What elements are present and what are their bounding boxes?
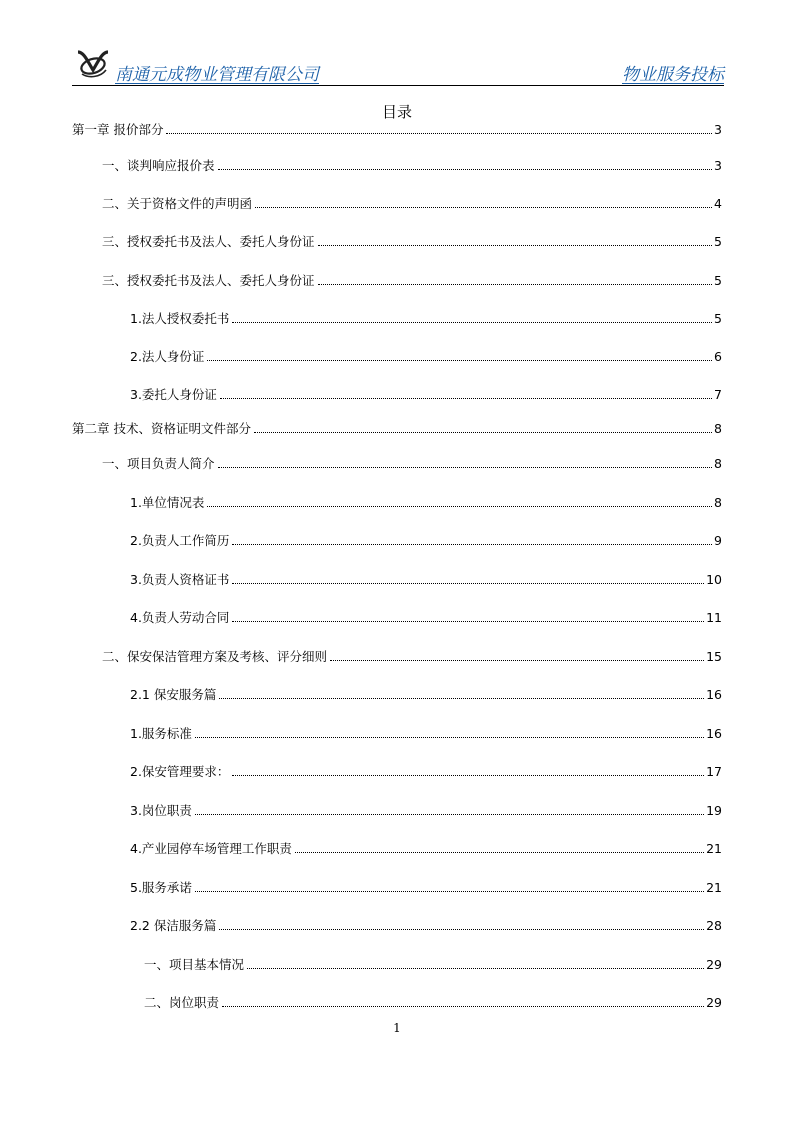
toc-entry[interactable] — [102, 271, 722, 289]
toc-leader-dots — [220, 398, 712, 399]
toc-entry-label: 1.单位情况表 — [130, 495, 205, 510]
toc-leader-dots — [219, 698, 704, 699]
toc-leader-dots — [232, 322, 712, 323]
toc-entry-label: 4.负责人劳动合同 — [130, 610, 230, 625]
toc-entry[interactable] — [72, 120, 722, 138]
toc-entry-label: 二、关于资格文件的声明函 — [102, 196, 253, 211]
toc-leader-dots — [219, 929, 704, 930]
toc-leader-dots — [232, 544, 712, 545]
toc-entry[interactable] — [144, 955, 722, 973]
toc-entry[interactable] — [102, 454, 722, 472]
toc-entry[interactable] — [144, 993, 722, 1011]
toc-entry[interactable] — [130, 385, 722, 403]
page-number: 1 — [393, 1021, 401, 1035]
toc-leader-dots — [195, 891, 704, 892]
toc-leader-dots — [166, 133, 712, 134]
toc-entry-page: 8 — [714, 495, 722, 510]
toc-entry-page: 15 — [706, 649, 722, 664]
toc-entry[interactable] — [130, 839, 722, 857]
header-rule — [72, 85, 724, 86]
toc-entry-label: 3.委托人身份证 — [130, 387, 217, 402]
toc-leader-dots — [330, 660, 704, 661]
toc-leader-dots — [255, 207, 712, 208]
toc-entry[interactable] — [130, 531, 722, 549]
toc-entry-page: 16 — [706, 687, 722, 702]
toc-leader-dots — [218, 169, 713, 170]
toc-entry[interactable] — [130, 493, 722, 511]
toc-entry-label: 4.产业园停车场管理工作职责 — [130, 841, 292, 856]
toc-entry-label: 三、授权委托书及法人、委托人身份证 — [102, 234, 315, 249]
toc-entry-label: 第一章 报价部分 — [72, 122, 164, 137]
toc-leader-dots — [195, 737, 704, 738]
document-type: 物业服务投标 — [622, 65, 724, 85]
toc-entry-page: 7 — [714, 387, 722, 402]
toc-entry-page: 5 — [714, 273, 722, 288]
toc-entry[interactable] — [102, 232, 722, 250]
toc-entry-label: 3.负责人资格证书 — [130, 572, 230, 587]
toc-leader-dots — [232, 583, 704, 584]
toc-entry-page: 21 — [706, 841, 722, 856]
toc-leader-dots — [195, 814, 704, 815]
toc-leader-dots — [318, 245, 713, 246]
toc-entry-label: 1.服务标准 — [130, 726, 192, 741]
toc-entry-label: 2.保安管理要求： — [130, 764, 230, 779]
toc-entry-label: 5.服务承诺 — [130, 880, 192, 895]
toc-entry-page: 3 — [714, 158, 722, 173]
toc-entry-page: 3 — [714, 122, 722, 137]
toc-entry[interactable] — [102, 647, 722, 665]
toc-entry-label: 2.法人身份证 — [130, 349, 205, 364]
toc-entry-page: 21 — [706, 880, 722, 895]
toc-entry[interactable] — [130, 878, 722, 896]
toc-entry-page: 8 — [714, 421, 722, 436]
toc-entry[interactable] — [72, 419, 722, 437]
toc-entry-page: 5 — [714, 234, 722, 249]
toc-entry-page: 8 — [714, 456, 722, 471]
toc-leader-dots — [247, 968, 704, 969]
toc-entry-label: 二、保安保洁管理方案及考核、评分细则 — [102, 649, 328, 664]
toc-entry[interactable] — [102, 156, 722, 174]
toc-entry[interactable] — [130, 762, 722, 780]
toc-entry-page: 28 — [706, 918, 722, 933]
toc-leader-dots — [254, 432, 712, 433]
toc-entry-label: 2.2 保洁服务篇 — [130, 918, 217, 933]
toc-entry-label: 1.法人授权委托书 — [130, 311, 230, 326]
company-name: 南通元成物业管理有限公司 — [115, 65, 319, 85]
toc-entry[interactable] — [102, 194, 722, 212]
toc-entry-page: 16 — [706, 726, 722, 741]
toc-leader-dots — [222, 1006, 704, 1007]
company-logo-icon — [76, 48, 110, 80]
page-header — [72, 48, 724, 86]
toc-entry-label: 二、岗位职责 — [144, 995, 220, 1010]
toc-entry-label: 一、项目负责人简介 — [102, 456, 215, 471]
toc-entry-page: 29 — [706, 957, 722, 972]
toc-entry-page: 19 — [706, 803, 722, 818]
toc-entry-label: 2.1 保安服务篇 — [130, 687, 217, 702]
toc-entry[interactable] — [130, 801, 722, 819]
toc-entry[interactable] — [130, 724, 722, 742]
toc-entry-label: 2.负责人工作简历 — [130, 533, 230, 548]
toc-leader-dots — [295, 852, 704, 853]
toc-leader-dots — [218, 467, 713, 468]
toc-entry-label: 一、谈判响应报价表 — [102, 158, 215, 173]
toc-entry-page: 4 — [714, 196, 722, 211]
toc-leader-dots — [207, 506, 712, 507]
toc-leader-dots — [232, 621, 704, 622]
toc-entry-page: 6 — [714, 349, 722, 364]
toc-entry-page: 5 — [714, 311, 722, 326]
toc-leader-dots — [232, 775, 704, 776]
toc-entry[interactable] — [130, 570, 722, 588]
toc-entry-label: 三、授权委托书及法人、委托人身份证 — [102, 273, 315, 288]
toc-entry-label: 一、项目基本情况 — [144, 957, 245, 972]
toc-entry-page: 17 — [706, 764, 722, 779]
toc-entry[interactable] — [130, 916, 722, 934]
toc-entry[interactable] — [130, 347, 722, 365]
toc-title: 目录 — [381, 103, 412, 121]
toc-entry[interactable] — [130, 608, 722, 626]
toc-entry-page: 9 — [714, 533, 722, 548]
toc-leader-dots — [318, 284, 713, 285]
toc-entry[interactable] — [130, 309, 722, 327]
toc-leader-dots — [207, 360, 712, 361]
toc-entry-page: 10 — [706, 572, 722, 587]
toc-entry-label: 第二章 技术、资格证明文件部分 — [72, 421, 251, 436]
toc-entry-page: 11 — [706, 610, 722, 625]
toc-entry[interactable] — [130, 685, 722, 703]
toc-entry-page: 29 — [706, 995, 722, 1010]
toc-entry-label: 3.岗位职责 — [130, 803, 192, 818]
